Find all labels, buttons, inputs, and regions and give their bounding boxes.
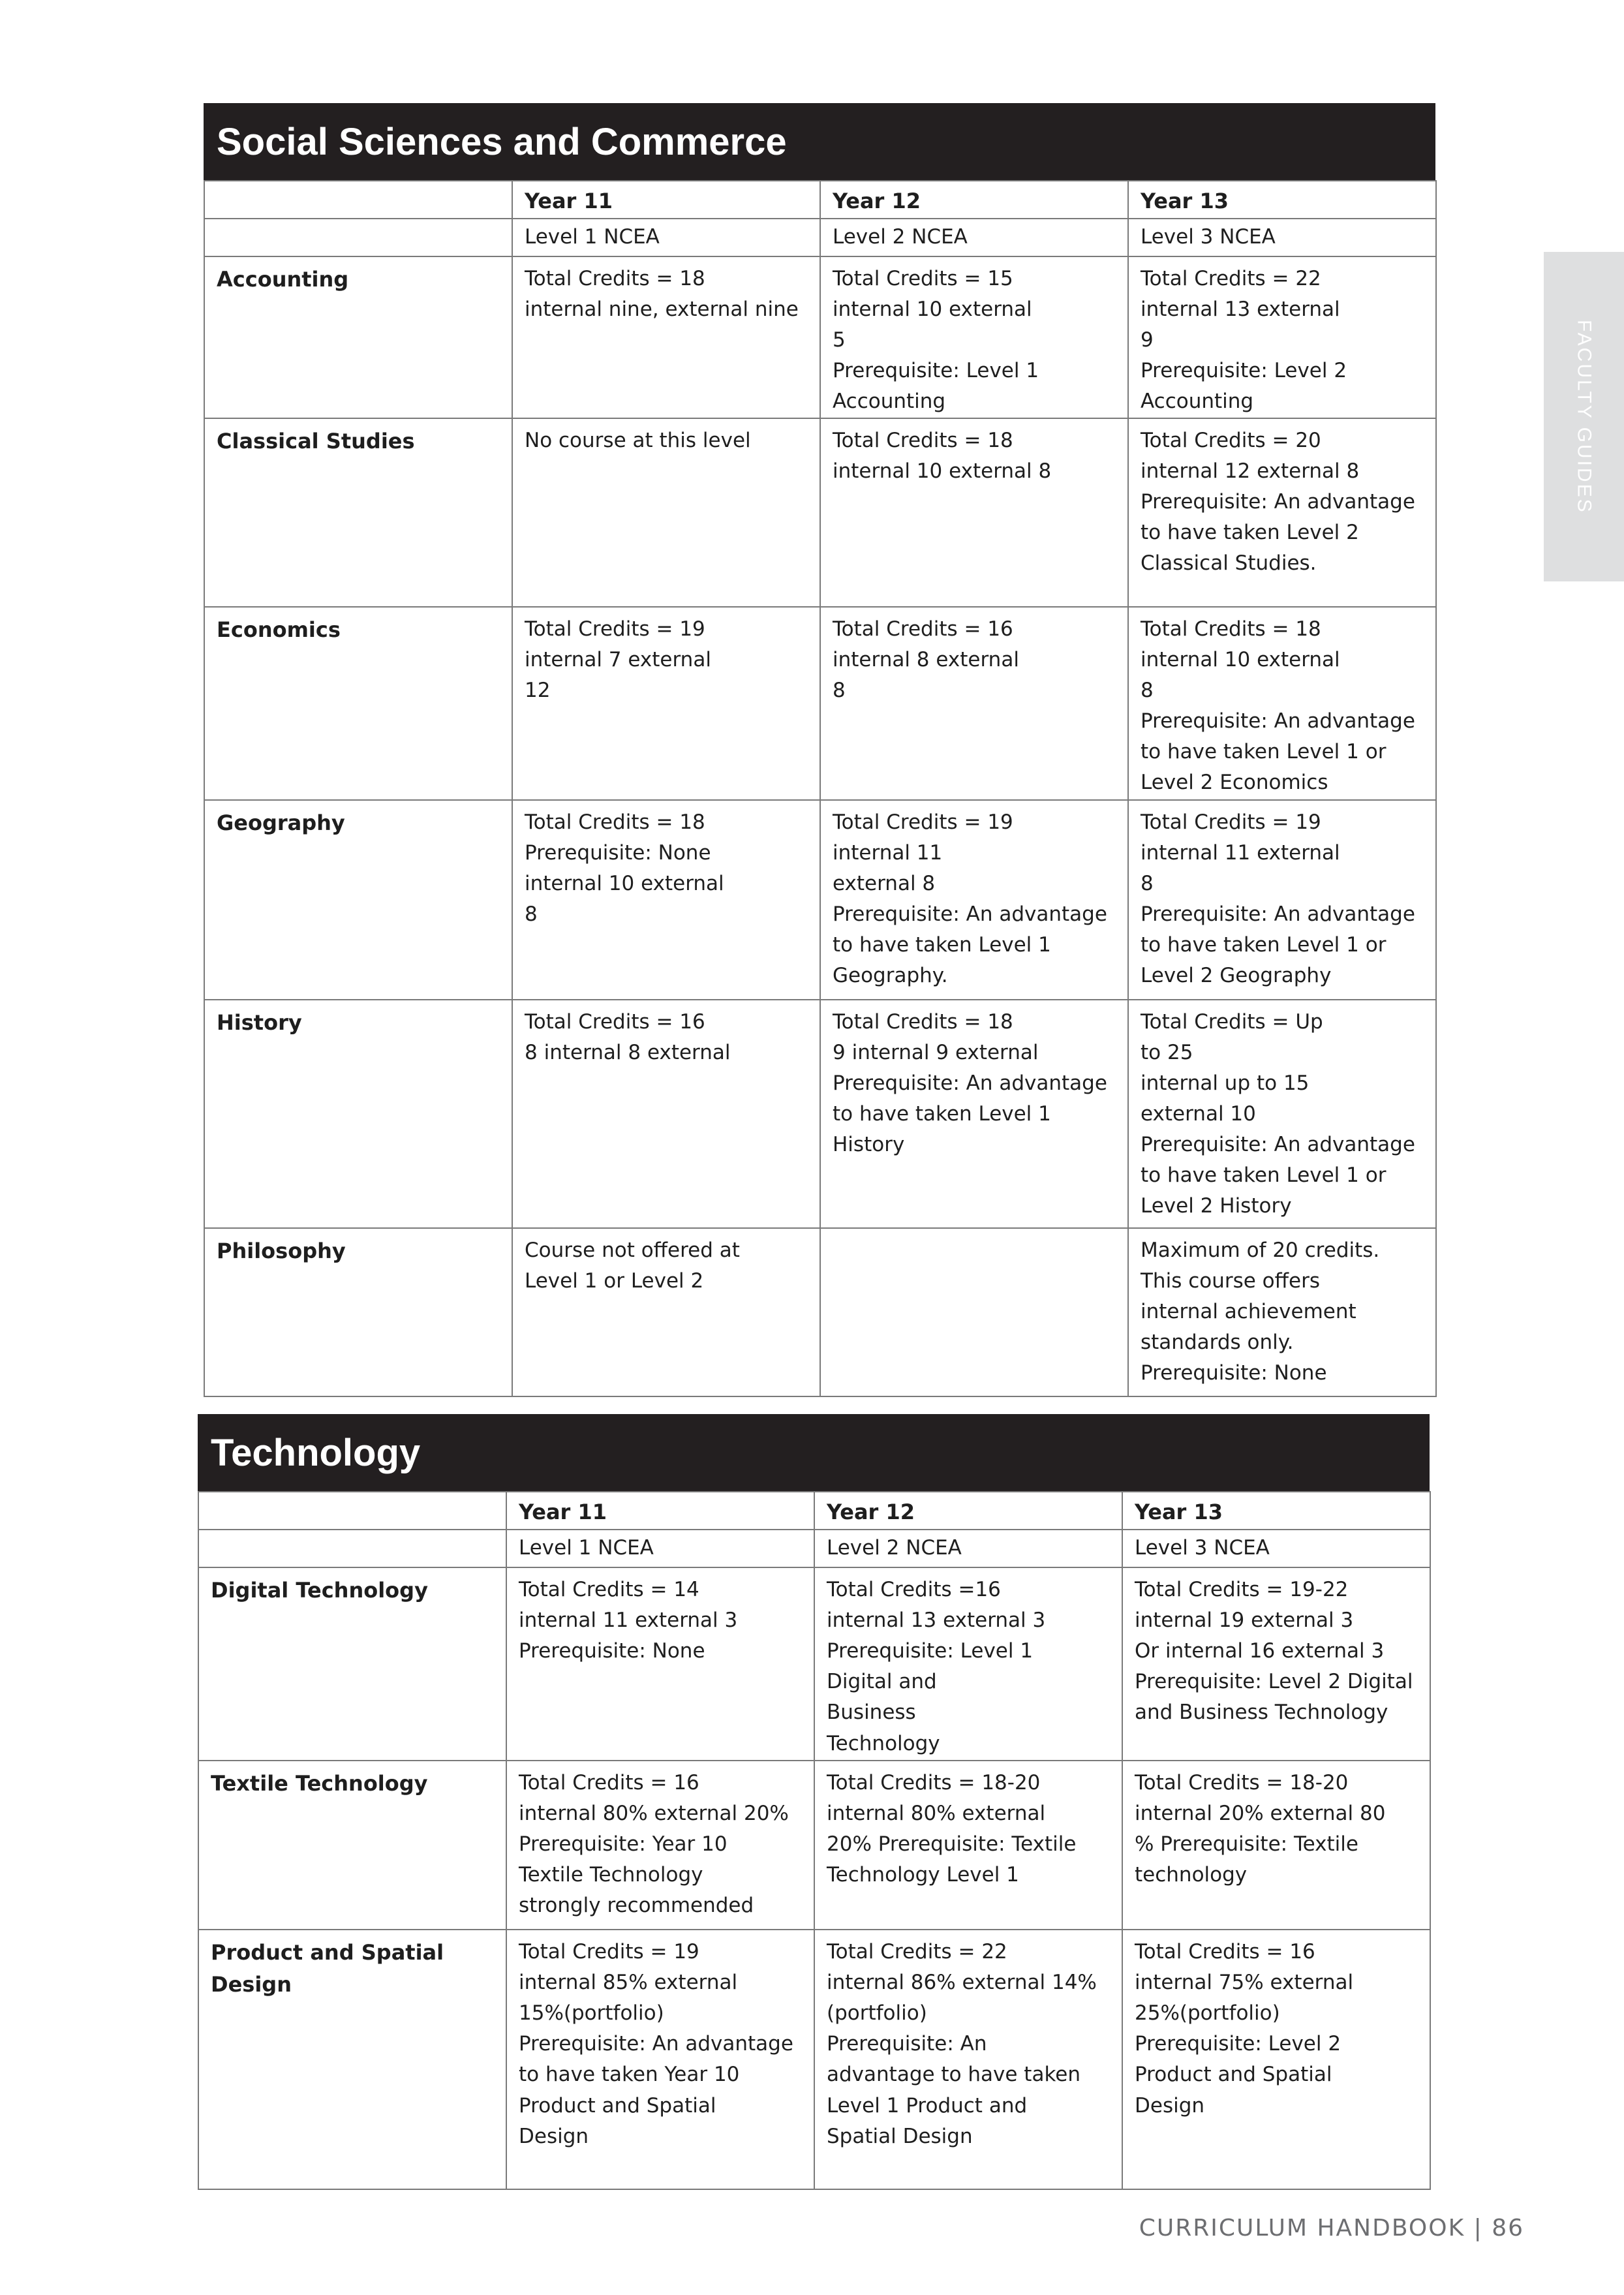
year-11-cell: Total Credits = 16 8 internal 8 external [512,1000,820,1228]
table-row [204,1000,1436,1228]
section-title: Technology [198,1414,1430,1491]
level-3-label: Level 3 NCEA [1122,1530,1430,1567]
level-1-label: Level 1 NCEA [512,219,820,256]
table-row [204,256,1436,418]
subject-accounting: Accounting [204,256,512,418]
year-12-header: Year 12 [814,1492,1122,1530]
table-row [198,1761,1430,1930]
blank-cell [198,1492,506,1530]
year-11-cell: Total Credits = 16 internal 80% external 20% Prerequisite: Year 10 Textile Technology strongly recommended [506,1761,814,1930]
subject-economics: Economics [204,607,512,800]
table-row [204,607,1436,800]
subject-digital-technology: Digital Technology [198,1567,506,1761]
year-13-cell: Total Credits = 19-22 internal 19 external 3 Or internal 16 external 3 Prerequisite: Level 2 Digital and Business Technology [1122,1567,1430,1761]
table-row [204,418,1436,607]
level-2-label: Level 2 NCEA [814,1530,1122,1567]
year-13-cell: Total Credits = 19 internal 11 external 8 Prerequisite: An advantage to have taken Level 1 or Level 2 Geography [1128,800,1436,1000]
year-header-row [198,1492,1430,1530]
year-11-cell: Total Credits = 18 Prerequisite: None internal 10 external 8 [512,800,820,1000]
section-title: Social Sciences and Commerce [204,103,1435,180]
level-2-label: Level 2 NCEA [820,219,1128,256]
technology-section [198,1414,1430,2190]
subject-product-spatial-design: Product and Spatial Design [198,1930,506,2189]
year-11-cell: Course not offered at Level 1 or Level 2 [512,1228,820,1396]
year-13-cell: Total Credits = 18 internal 10 external 8 Prerequisite: An advantage to have taken Level 1 or Level 2 Economics [1128,607,1436,800]
level-3-label: Level 3 NCEA [1128,219,1436,256]
subject-textile-technology: Textile Technology [198,1761,506,1930]
year-12-cell: Total Credits = 15 internal 10 external 5 Prerequisite: Level 1 Accounting [820,256,1128,418]
year-12-cell: Total Credits = 18 9 internal 9 external Prerequisite: An advantage to have taken Level 1 History [820,1000,1128,1228]
year-12-cell: Total Credits = 19 internal 11 external 8 Prerequisite: An advantage to have taken Level 1 Geography. [820,800,1128,1000]
year-13-header: Year 13 [1122,1492,1430,1530]
year-13-cell: Total Credits = 22 internal 13 external 9 Prerequisite: Level 2 Accounting [1128,256,1436,418]
level-row [198,1530,1430,1567]
year-13-cell: Total Credits = 18-20 internal 20% external 80 % Prerequisite: Textile technology [1122,1761,1430,1930]
page-footer: CURRICULUM HANDBOOK | 86 [1139,2215,1524,2241]
level-1-label: Level 1 NCEA [506,1530,814,1567]
table-row [198,1930,1430,2189]
social-sciences-table [204,180,1437,1397]
subject-history: History [204,1000,512,1228]
year-13-cell: Maximum of 20 credits. This course offers internal achievement standards only. Prerequisite: None [1128,1228,1436,1396]
subject-geography: Geography [204,800,512,1000]
year-12-header: Year 12 [820,181,1128,219]
blank-cell [198,1530,506,1567]
year-13-cell: Total Credits = Up to 25 internal up to 15 external 10 Prerequisite: An advantage to have taken Level 1 or Level 2 History [1128,1000,1436,1228]
year-header-row [204,181,1436,219]
year-12-cell [820,1228,1128,1396]
table-row [204,800,1436,1000]
year-12-cell: Total Credits = 18 internal 10 external 8 [820,418,1128,607]
faculty-guides-tab[interactable] [1544,252,1624,581]
year-11-cell: Total Credits = 14 internal 11 external 3 Prerequisite: None [506,1567,814,1761]
year-11-cell: Total Credits = 18 internal nine, external nine [512,256,820,418]
year-13-cell: Total Credits = 20 internal 12 external 8 Prerequisite: An advantage to have taken Level 2 Classical Studies. [1128,418,1436,607]
year-13-cell: Total Credits = 16 internal 75% external 25%(portfolio) Prerequisite: Level 2 Product and Spatial Design [1122,1930,1430,2189]
social-sciences-section [204,103,1435,1397]
year-11-cell: No course at this level [512,418,820,607]
technology-table [198,1491,1431,2190]
year-11-cell: Total Credits = 19 internal 85% external 15%(portfolio) Prerequisite: An advantage to have taken Year 10 Product and Spatial Design [506,1930,814,2189]
year-11-header: Year 11 [506,1492,814,1530]
year-12-cell: Total Credits = 16 internal 8 external 8 [820,607,1128,800]
level-row [204,219,1436,256]
subject-classical-studies: Classical Studies [204,418,512,607]
year-11-cell: Total Credits = 19 internal 7 external 12 [512,607,820,800]
faculty-guides-label: FACULTY GUIDES [1573,319,1595,514]
table-row [204,1228,1436,1396]
blank-cell [204,219,512,256]
table-row [198,1567,1430,1761]
year-11-header: Year 11 [512,181,820,219]
year-12-cell: Total Credits = 18-20 internal 80% external 20% Prerequisite: Textile Technology Level 1 [814,1761,1122,1930]
year-12-cell: Total Credits = 22 internal 86% external 14% (portfolio) Prerequisite: An advantage to have taken Level 1 Product and Spatial Design [814,1930,1122,2189]
subject-philosophy: Philosophy [204,1228,512,1396]
year-12-cell: Total Credits =16 internal 13 external 3 Prerequisite: Level 1 Digital and Business Technology [814,1567,1122,1761]
blank-cell [204,181,512,219]
year-13-header: Year 13 [1128,181,1436,219]
